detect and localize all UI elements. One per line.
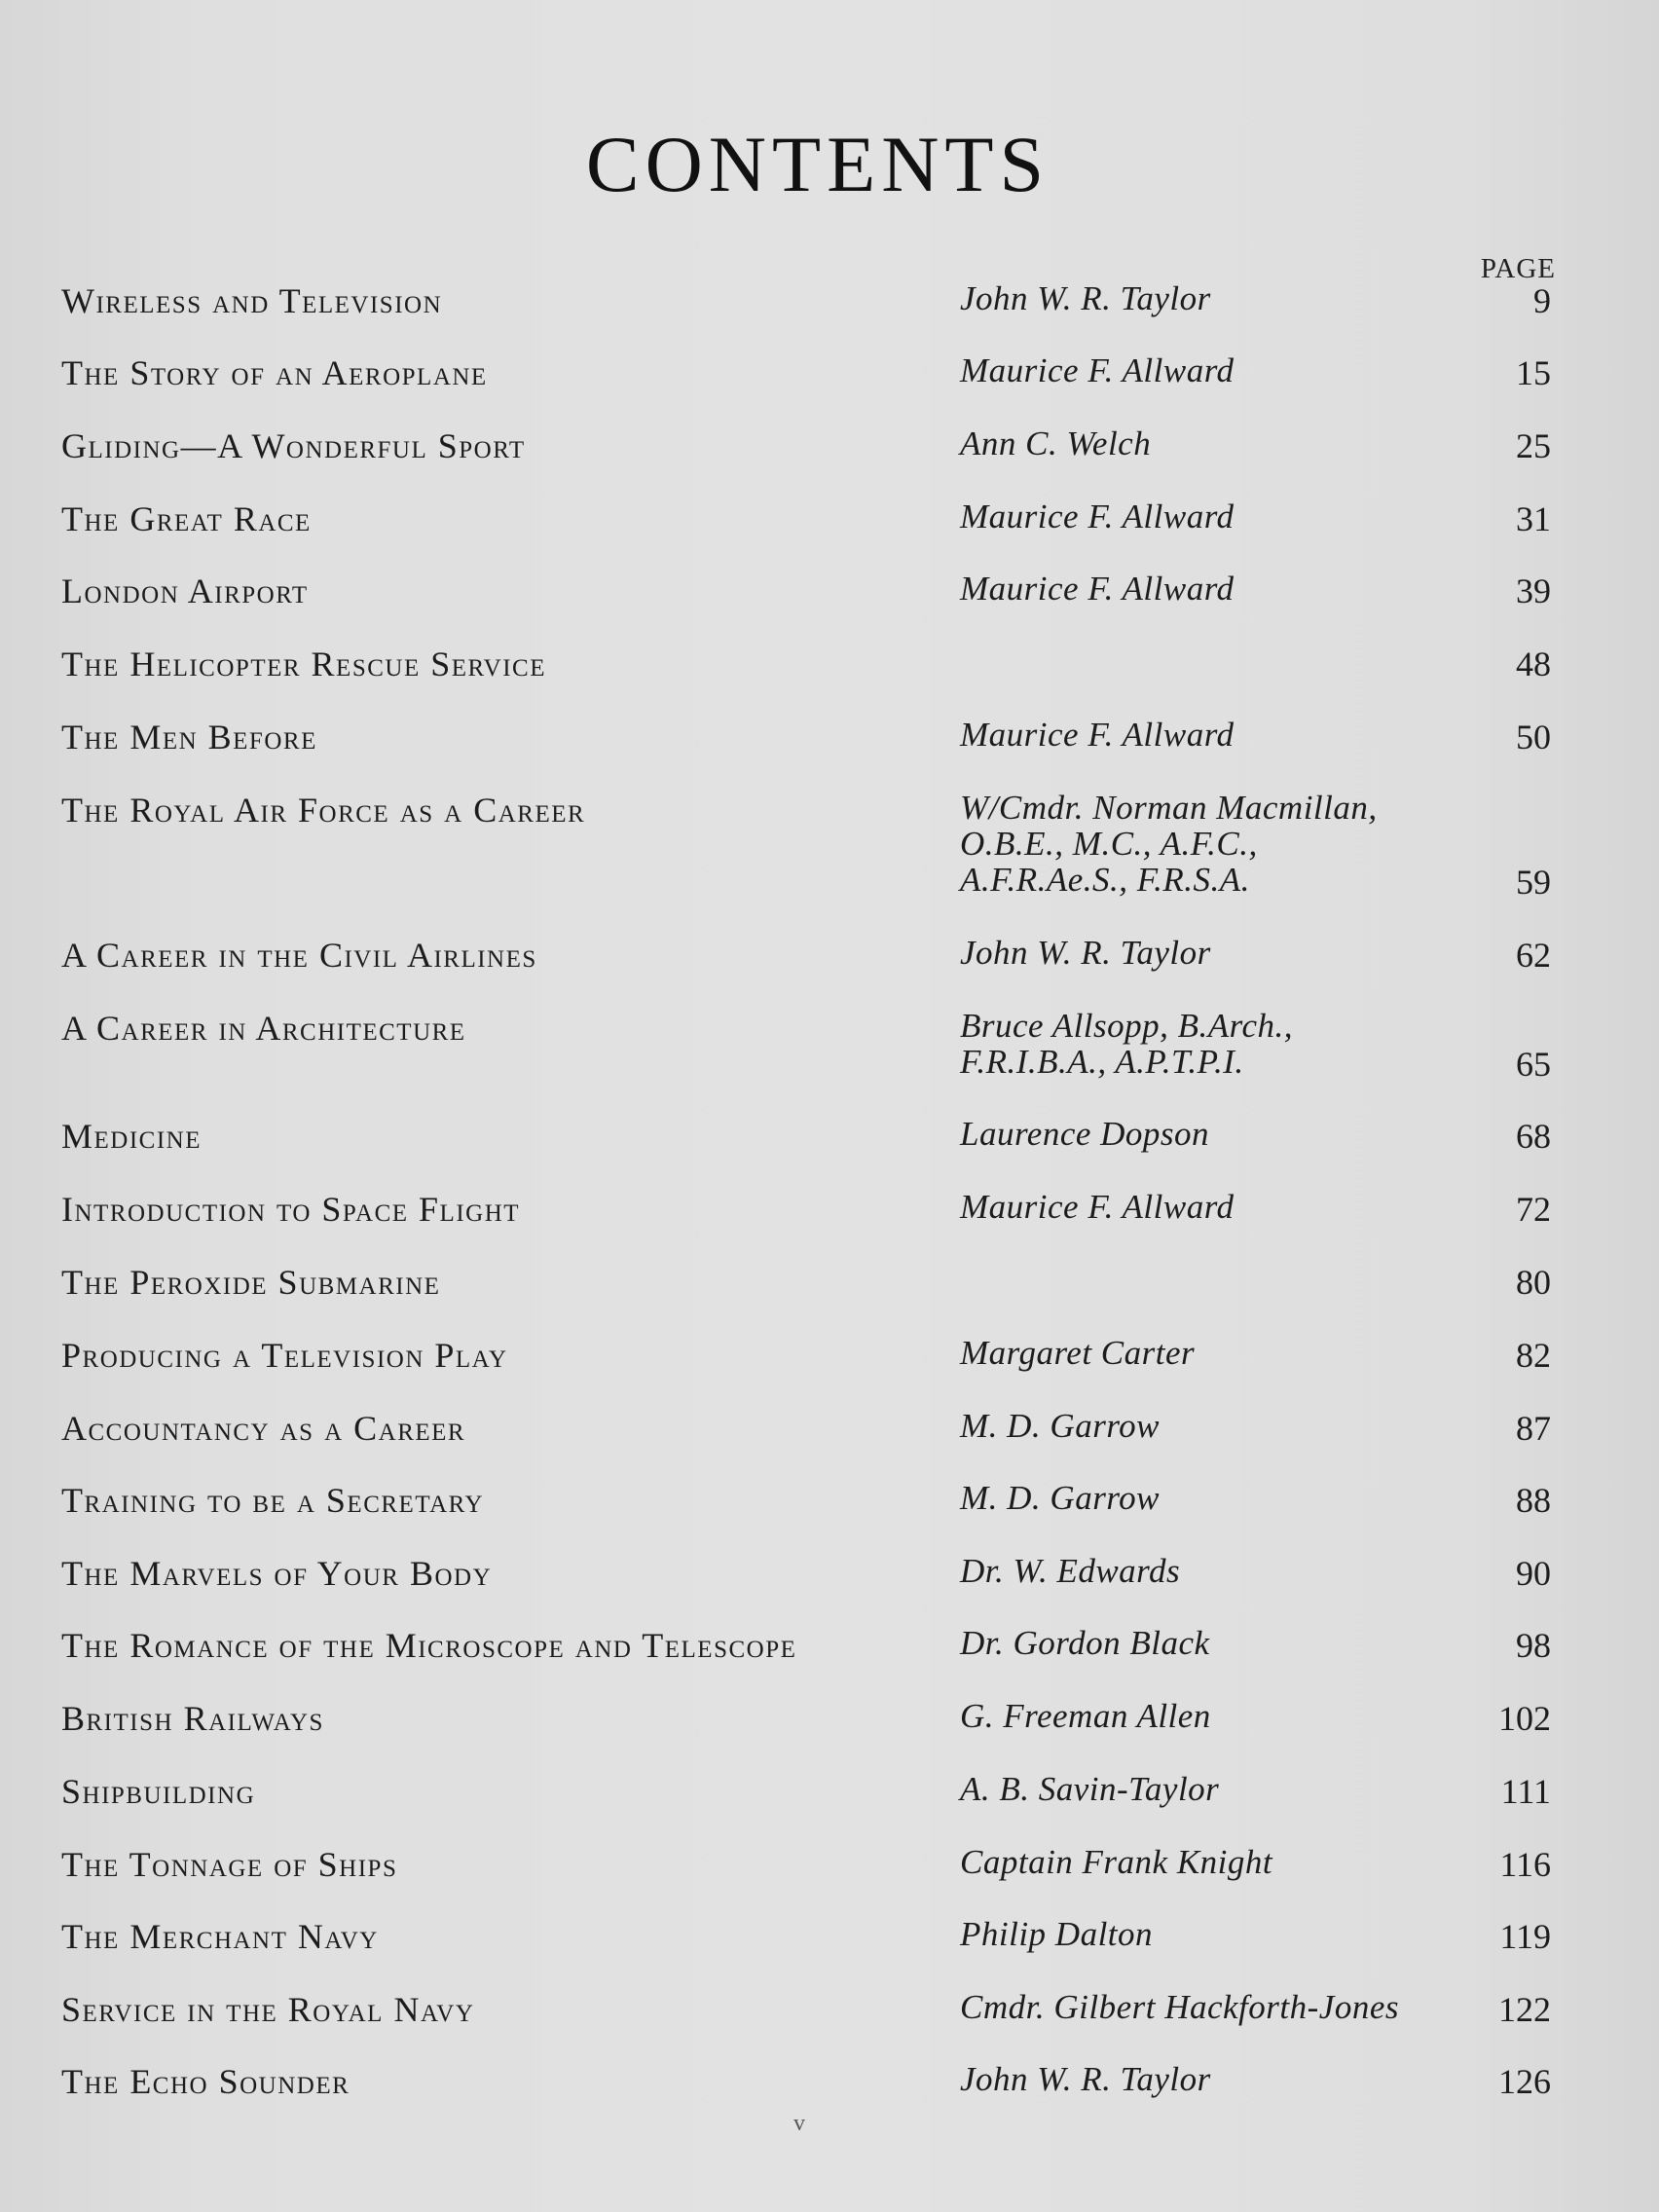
entry-topic: Gliding—A Wonderful Sport [61, 426, 526, 465]
entry-author [960, 1916, 1153, 1952]
entry-author [960, 352, 1235, 388]
contents-entry [0, 935, 1659, 993]
page-title: CONTENTS [585, 120, 1051, 208]
entry-author [960, 280, 1211, 316]
entry-page-number: 59 [1516, 863, 1551, 902]
entry-page-number: 116 [1499, 1845, 1551, 1884]
entry-topic: The Men Before [61, 718, 317, 756]
entry-page-number: 65 [1516, 1045, 1551, 1084]
contents-entry [0, 498, 1659, 557]
entry-author-line: Dr. W. Edwards [960, 1552, 1181, 1590]
contents-entry [0, 2061, 1659, 2120]
entry-author [960, 425, 1151, 461]
entry-author [960, 717, 1235, 753]
contents-entry [0, 717, 1659, 775]
entry-page-number: 9 [1533, 281, 1551, 320]
entry-author [960, 1008, 1293, 1080]
entry-page-number: 39 [1516, 571, 1551, 610]
contents-entry [0, 425, 1659, 484]
contents-entry [0, 1698, 1659, 1756]
entry-author-line: G. Freeman Allen [960, 1697, 1211, 1735]
contents-entry [0, 1553, 1659, 1611]
entry-page-number: 126 [1498, 2062, 1551, 2101]
contents-entry [0, 644, 1659, 702]
entry-author-line: A.F.R.Ae.S., F.R.S.A. [960, 861, 1250, 899]
entry-author [960, 935, 1211, 971]
entry-page-number: 119 [1499, 1917, 1551, 1956]
entry-page-number: 68 [1516, 1117, 1551, 1156]
entry-page-number: 50 [1516, 718, 1551, 756]
entry-topic: The Tonnage of Ships [61, 1845, 398, 1884]
entry-author [960, 498, 1235, 535]
entry-page-number: 88 [1516, 1481, 1551, 1520]
contents-entry [0, 1989, 1659, 2047]
entry-topic: The Story of an Aeroplane [61, 353, 488, 392]
entry-topic: London Airport [61, 571, 309, 610]
entry-author [960, 1771, 1219, 1807]
entry-author-line: Dr. Gordon Black [960, 1624, 1210, 1662]
entry-author-line: Maurice F. Allward [960, 570, 1235, 608]
contents-entry [0, 280, 1659, 339]
entry-author-line: Philip Dalton [960, 1915, 1154, 1953]
entry-topic: Service in the Royal Navy [61, 1990, 475, 2029]
entry-topic: The Merchant Navy [61, 1917, 379, 1956]
contents-entry [0, 789, 1659, 902]
entry-author-line: John W. R. Taylor [960, 2060, 1211, 2098]
entry-topic: The Great Race [61, 499, 312, 538]
entry-author-line: Maurice F. Allward [960, 351, 1235, 389]
entry-topic: The Echo Sounder [61, 2062, 350, 2101]
entry-author-line: John W. R. Taylor [960, 934, 1211, 972]
entry-author-line: Bruce Allsopp, B.Arch., [960, 1007, 1294, 1045]
entry-page-number: 90 [1516, 1554, 1551, 1593]
entry-page-number: 111 [1500, 1772, 1551, 1811]
entry-topic: British Railways [61, 1699, 324, 1738]
contents-entry [0, 1408, 1659, 1466]
entry-topic: The Helicopter Rescue Service [61, 645, 547, 683]
entry-page-number: 62 [1516, 936, 1551, 975]
entry-author-line: Maurice F. Allward [960, 1188, 1235, 1226]
contents-entry [0, 1007, 1659, 1084]
entry-author-line: A. B. Savin-Taylor [960, 1770, 1220, 1808]
entry-author-line: Laurence Dopson [960, 1115, 1210, 1153]
entry-author-line: M. D. Garrow [960, 1479, 1160, 1517]
entry-page-number: 80 [1516, 1263, 1551, 1302]
entry-author [960, 1480, 1160, 1516]
entry-author [960, 1189, 1235, 1225]
entry-page-number: 25 [1516, 426, 1551, 465]
entry-page-number: 82 [1516, 1336, 1551, 1375]
entry-author [960, 1844, 1272, 1880]
entry-topic: The Marvels of Your Body [61, 1554, 493, 1593]
contents-entry [0, 1335, 1659, 1393]
entry-topic: Accountancy as a Career [61, 1409, 466, 1448]
entry-author-line: Maurice F. Allward [960, 716, 1235, 754]
page-column-header: PAGE [1480, 253, 1556, 284]
entry-author [960, 1698, 1211, 1734]
entry-topic: Introduction to Space Flight [61, 1190, 521, 1229]
entry-author-line: F.R.I.B.A., A.P.T.P.I. [960, 1043, 1244, 1081]
entry-topic: A Career in Architecture [61, 1009, 466, 1048]
entry-topic: Wireless and Television [61, 281, 443, 320]
contents-entry [0, 1916, 1659, 1974]
entry-page-number: 48 [1516, 645, 1551, 683]
entry-topic: Producing a Television Play [61, 1336, 508, 1375]
entry-topic: Shipbuilding [61, 1772, 256, 1811]
entry-author [960, 790, 1378, 898]
entry-topic: The Royal Air Force as a Career [61, 791, 586, 830]
contents-entry [0, 1844, 1659, 1902]
entry-topic: A Career in the Civil Airlines [61, 936, 537, 975]
contents-entry [0, 1262, 1659, 1320]
entry-author [960, 571, 1235, 607]
entry-page-number: 98 [1516, 1626, 1551, 1665]
entry-topic: The Peroxide Submarine [61, 1263, 441, 1302]
entry-author [960, 1335, 1195, 1371]
entry-page-number: 87 [1516, 1409, 1551, 1448]
contents-entry [0, 1625, 1659, 1683]
entry-author-line: Maurice F. Allward [960, 498, 1235, 535]
entry-author [960, 1625, 1210, 1661]
contents-entry [0, 1116, 1659, 1174]
entry-page-number: 122 [1498, 1990, 1551, 2029]
entry-author [960, 2061, 1211, 2097]
entry-page-number: 102 [1498, 1699, 1551, 1738]
entry-author-line: W/Cmdr. Norman Macmillan, [960, 789, 1378, 827]
entry-author-line: John W. R. Taylor [960, 279, 1211, 317]
entry-author-line: M. D. Garrow [960, 1407, 1160, 1445]
entry-topic: The Romance of the Microscope and Telescope [61, 1626, 797, 1665]
contents-entry [0, 352, 1659, 411]
entry-author [960, 1408, 1160, 1444]
contents-entry [0, 571, 1659, 629]
page-folio: v [793, 2111, 805, 2136]
contents-entry [0, 1771, 1659, 1829]
entry-page-number: 15 [1516, 353, 1551, 392]
entry-page-number: 31 [1516, 499, 1551, 538]
entry-author-line: O.B.E., M.C., A.F.C., [960, 825, 1258, 863]
entry-author-line: Cmdr. Gilbert Hackforth-Jones [960, 1988, 1399, 2026]
entry-author-line: Ann C. Welch [960, 424, 1152, 462]
contents-entry [0, 1189, 1659, 1247]
entry-author [960, 1989, 1399, 2025]
entry-author [960, 1553, 1180, 1589]
entry-author-line: Margaret Carter [960, 1334, 1196, 1372]
entry-author-line: Captain Frank Knight [960, 1843, 1273, 1881]
entry-topic: Training to be a Secretary [61, 1481, 484, 1520]
entry-topic: Medicine [61, 1117, 202, 1156]
contents-entry [0, 1480, 1659, 1538]
entry-page-number: 72 [1516, 1190, 1551, 1229]
entry-author [960, 1116, 1209, 1152]
